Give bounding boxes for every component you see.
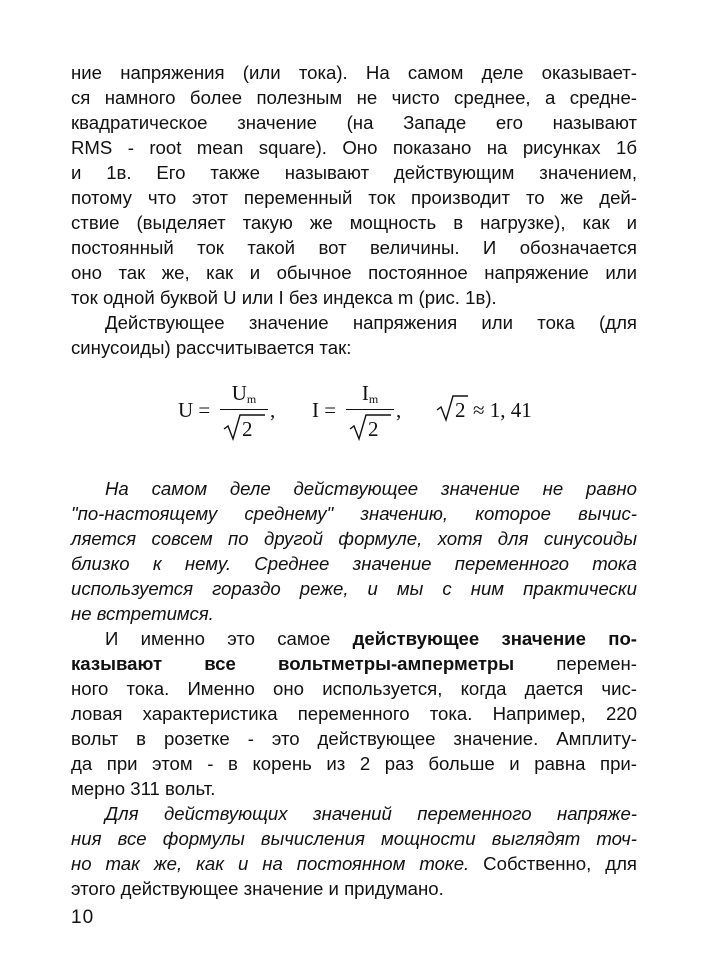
paragraph-4-line: вольт в розетке - это действующее значение. Амплиту- — [71, 728, 637, 749]
paragraph-1-line: RMS - root mean square). Оно показано на рисунках 1б — [71, 137, 637, 158]
fraction-bar — [220, 409, 268, 410]
paragraph-1-line: квадратическое значение (на Западе его называют — [71, 112, 637, 133]
emphasis-bold: действующее значение по- — [352, 628, 637, 649]
paragraph-4-line: да при этом - в корень из 2 раз больше и равна при- — [71, 753, 637, 774]
formula-root-argument: 2 — [455, 398, 466, 422]
paragraph-1-line: оно так же, как и обычное постоянное напряжение или — [71, 262, 637, 283]
formula-voltage-denominator: 2 — [220, 413, 268, 443]
paragraph-1-line: ние напряжения (или тока). На самом деле оказывает- — [71, 62, 637, 83]
formula-voltage-numerator: $U_m$ — [231, 381, 257, 406]
formula-current — [312, 380, 412, 450]
paragraph-3-line: На самом деле действующее значение не равно — [105, 478, 637, 499]
formula-current-denominator: 2 — [346, 413, 394, 443]
paragraph-1-line: постоянный ток такой вот величины. И обозначается — [71, 237, 637, 258]
paragraph-2-line: Действующее значение напряжения или тока (для — [105, 312, 637, 333]
paragraph-3-line: ляется совсем по другой формуле, хотя для синусоиды — [71, 528, 637, 549]
paragraph-5-line: этого действующее значение и придумано. — [71, 878, 444, 899]
paragraph-5-line: Для действующих значений переменного напряже- — [105, 803, 637, 824]
paragraph-3-line: близко к нему. Среднее значение переменного тока — [71, 553, 637, 574]
paragraph-5-line: но так же, как и на постоянном токе. Собственно, для — [71, 853, 637, 874]
paragraph-5-line: ния все формулы вычисления мощности выглядят точ- — [71, 828, 637, 849]
paragraph-2-line: синусоиды) рассчитывается так: — [71, 337, 352, 358]
paragraph-1-line: ток одной буквой U или I без индекса m (рис. 1в). — [71, 287, 497, 308]
paragraph-4-line: казывают все вольтметры-амперметры перемен- — [71, 653, 638, 674]
paragraph-3-line: "по-настоящему среднему" значению, которое вычис- — [71, 503, 637, 524]
fraction-bar — [346, 409, 394, 410]
paragraph-3-line: используется гораздо реже, и мы с ним практически — [71, 578, 637, 599]
paragraph-1-line: и 1в. Его также называют действующим значением, — [71, 162, 637, 183]
formula-current-lhs: I = — [312, 398, 337, 422]
formula-approx-value: ≈ 1, 41 — [473, 398, 532, 422]
formula-voltage-lhs: U = — [178, 398, 211, 422]
emphasis-bold: казывают все вольтметры-амперметры — [71, 653, 515, 674]
paragraph-1-line: потому что этот переменный ток производит то же дей- — [71, 187, 637, 208]
paragraph-4-line: ного тока. Именно оно используется, когда дается чис- — [71, 678, 637, 699]
formula-comma: , — [270, 398, 276, 422]
formula-current-numerator: $I_m$ — [361, 381, 379, 406]
formula-comma: , — [396, 398, 402, 422]
paragraph-1-line: ся намного более полезным не чисто среднее, а средне- — [71, 87, 637, 108]
paragraph-4-line: ловая характеристика переменного тока. Например, 220 — [71, 703, 637, 724]
formula-root-approx — [436, 380, 556, 450]
paragraph-4-line: И именно это самое действующее значение по- — [105, 628, 637, 649]
paragraph-1-line: ствие (выделяет такую же мощность в нагрузке), как и — [71, 212, 637, 233]
paragraph-3-line: не встретимся. — [71, 603, 214, 624]
paragraph-4-line: мерно 311 вольт. — [71, 778, 216, 799]
formula-voltage — [178, 380, 288, 450]
rms-formulas — [0, 380, 709, 450]
page-number: 10 — [71, 907, 95, 928]
